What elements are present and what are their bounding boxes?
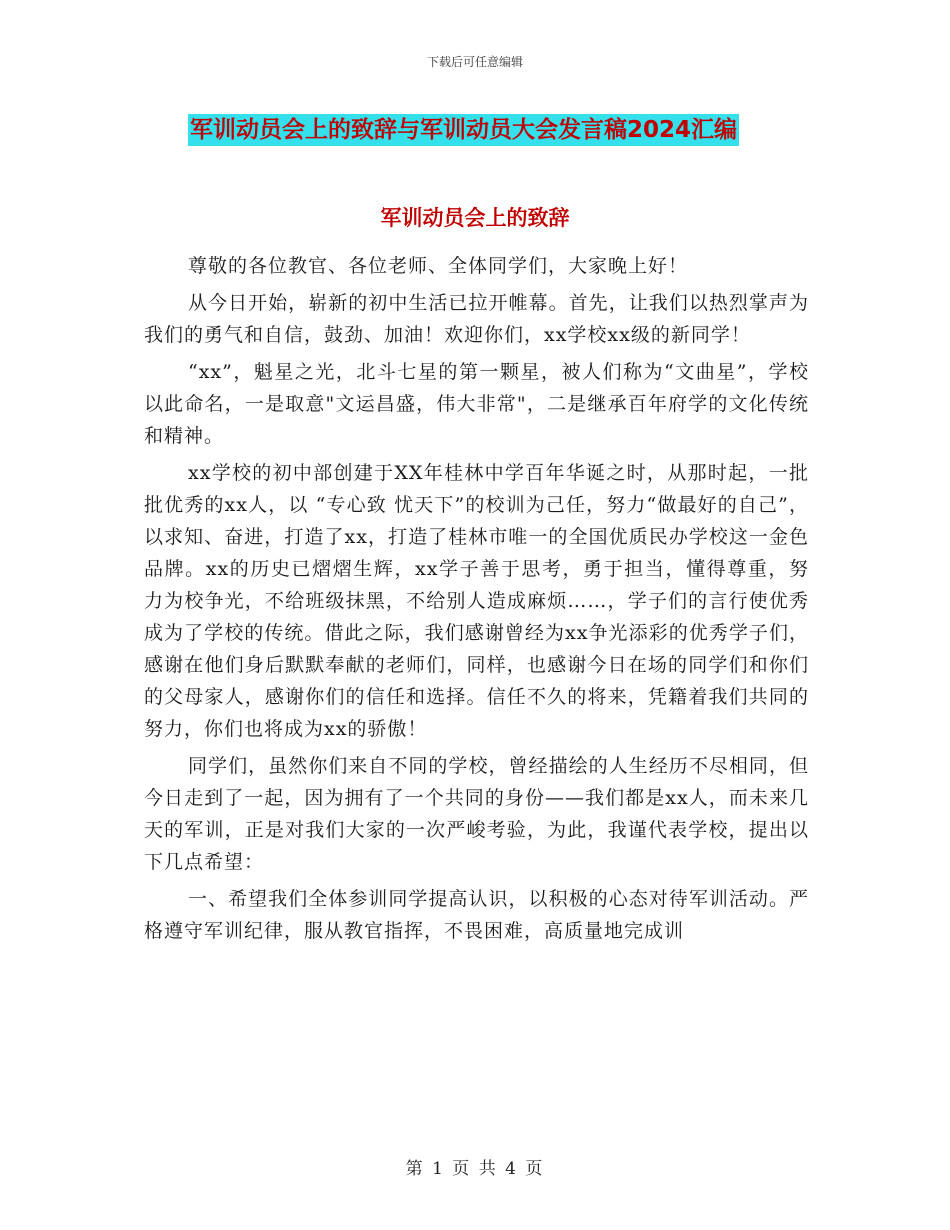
section-title: 军训动员会上的致辞 [380, 206, 570, 230]
paragraph-school-history: xx学校的初中部创建于XX年桂林中学百年华诞之时，从那时起，一批批优秀的xx人，以 “专心致 忧天下”的校训为己任，努力“做最好的自己”，以求知、奋进，打造了xx，打造了桂林市唯一的全国优质民办学校这一金色品牌。xx的历史已熠熠生辉，xx学子善于思考，勇于担当，懂得尊重，努力为校争光，不给班级抹黑，不给别人造成麻烦……，学子们的言行使优秀成为了学校的传统。借此之际，我们感谢曾经为xx争光添彩的优秀学子们，感谢在他们身后默默奉献的老师们，同样，也感谢今日在场的同学们和你们的父母家人，感谢你们的信任和选择。信任不久的将来，凭籍着我们共同的努力，你们也将成为xx的骄傲！ [144, 462, 809, 740]
document-title: 军训动员会上的致辞与军训动员大会发言稿2024汇编 [188, 114, 739, 146]
body-text [144, 250, 809, 952]
page-footer: 第 1 页 共 4 页 [405, 1159, 545, 1179]
paragraph-training-intro: 同学们，虽然你们来自不同的学校，曾经描绘的人生经历不尽相同，但今日走到了一起，因为拥有了一个共同的身份——我们都是xx人，而未来几天的军训，正是对我们大家的一次严峻考验，为此，我谨代表学校，提出以下几点希望： [144, 755, 809, 873]
paragraph-welcome: 从今日开始，崭新的初中生活已拉开帷幕。首先，让我们以热烈掌声为我们的勇气和自信，鼓劲、加油！欢迎你们，xx学校xx级的新同学！ [144, 292, 809, 346]
paragraph-hope-one: 一、希望我们全体参训同学提高认识，以积极的心态对待军训活动。严格遵守军训纪律，服从教官指挥，不畏困难，高质量地完成训 [144, 888, 809, 942]
header-note: 下载后可任意编辑 [426, 55, 523, 69]
paragraph-school-name: “xx”，魁星之光，北斗七星的第一颗星，被人们称为“文曲星”，学校以此命名，一是取意"文运昌盛，伟大非常"，二是继承百年府学的文化传统和精神。 [144, 361, 809, 447]
paragraph-greeting: 尊敬的各位教官、各位老师、全体同学们，大家晚上好！ [188, 255, 689, 277]
